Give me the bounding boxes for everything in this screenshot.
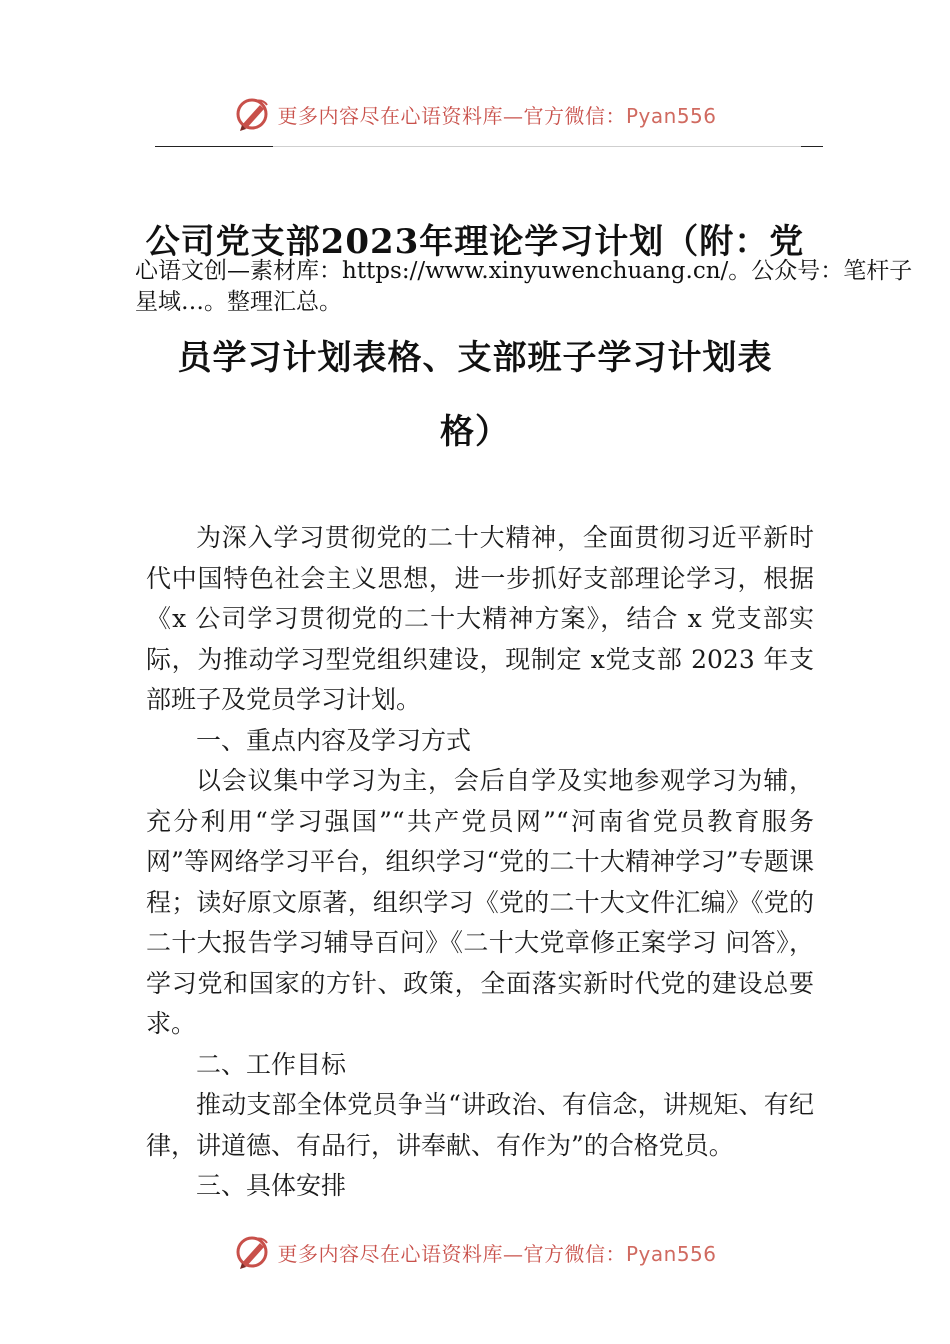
header-banner (0, 94, 950, 134)
paragraph-intro: 为深入学习贯彻党的二十大精神，全面贯彻习近平新时代中国特色社会主义思想，进一步抓好支部理论学习，根据《x 公司学习贯彻党的二十大精神方案》，结合 x 党支部实际，为推动学习型党组织建设，现制定 x党支部 2023 年支部班子及党员学习计划。 (146, 523, 814, 714)
section-heading-1: 一、重点内容及学习方式 (196, 725, 472, 755)
banner-text: 更多内容尽在心语资料库—官方微信：Pyan556 (277, 1241, 717, 1266)
paragraph-goal: 推动支部全体党员争当“讲政治、有信念，讲规矩、有纪律，讲道德、有品行，讲奉献、有作为”的合格党员。 (146, 1090, 814, 1160)
source-note: 心语文创—素材库：https://www.xinyuwenchuang.cn/。公众号：笔杆子星域…。整理汇总。 (135, 258, 913, 315)
section-heading-2: 二、工作目标 (196, 1049, 347, 1079)
banner-text: 更多内容尽在心语资料库—官方微信：Pyan556 (277, 103, 717, 128)
pen-logo-icon (233, 95, 273, 133)
document-title-line-3: 格） (440, 412, 510, 452)
paragraph-content: 以会议集中学习为主，会后自学及实地参观学习为辅，充分利用“学习强国”“共产党员网”“河南省党员教育服务网”等网络学习平台，组织学习“党的二十大精神学习”专题课程；读好原文原著，组织学习《党的二十大文件汇编》《党的二十大报告学习辅导百问》《二十大党章修正案学习 问答》，学习党和国家的方针、政策，全面落实新时代党的建设总要求。 (146, 766, 814, 1038)
footer-banner (0, 1232, 950, 1272)
document-body (146, 518, 814, 1207)
header-rule (155, 146, 823, 147)
section-heading-3: 三、具体安排 (196, 1171, 347, 1200)
document-title-line-1: 公司党支部2023年理论学习计划（附：党 (145, 222, 805, 262)
document-title-line-2: 员学习计划表格、支部班子学习计划表 (177, 338, 773, 378)
pen-logo-icon (233, 1233, 273, 1271)
